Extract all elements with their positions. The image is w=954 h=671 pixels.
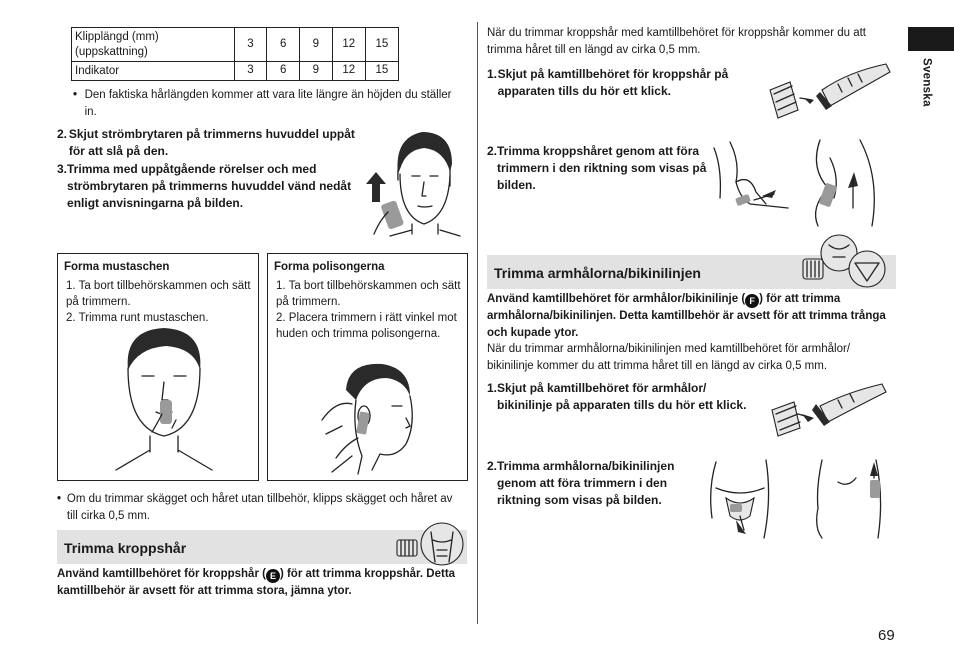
table-cell: 9 bbox=[300, 28, 333, 62]
attach-body-comb-illustration bbox=[768, 60, 892, 130]
table-cell: 12 bbox=[332, 62, 365, 81]
page-number: 69 bbox=[878, 627, 895, 644]
table-cell: 3 bbox=[234, 62, 267, 81]
body-length-note: När du trimmar kroppshår med kamtillbehöret för kroppshår kommer du att trimma håret till en längd av cirka 0,5 mm. bbox=[487, 27, 867, 56]
up-arrow-icon bbox=[366, 172, 386, 202]
step-3: 3. Trimma med uppåtgående rörelser och med strömbrytaren på trimmerns huvuddel vänd nedåt enligt anvisningarna på bilden. bbox=[57, 162, 352, 210]
mustache-step-2: 2. Trimma runt mustaschen. bbox=[66, 311, 209, 324]
table-cell: 9 bbox=[300, 62, 333, 81]
body-step-1: 1. Skjut på kamtillbehöret för kroppshår på apparaten tills du hör ett klick. bbox=[487, 67, 729, 98]
mustache-box-title: Forma mustaschen bbox=[64, 261, 170, 273]
mustache-box bbox=[57, 253, 259, 481]
section-underarm-bikini bbox=[487, 255, 896, 289]
underarm-comb-and-bikini-icon bbox=[799, 231, 891, 289]
sideburns-box-title: Forma polisongerna bbox=[274, 261, 385, 273]
section-body-hair bbox=[57, 530, 467, 564]
table-cell: 15 bbox=[365, 28, 398, 62]
attach-underarm-comb-illustration bbox=[768, 380, 888, 442]
face-trim-illustration bbox=[360, 124, 472, 240]
attachment-e-icon: E bbox=[266, 569, 280, 583]
table-header-label: Klipplängd (mm) (uppskattning) bbox=[72, 28, 235, 62]
table-cell: 6 bbox=[267, 28, 300, 62]
table-cell: 3 bbox=[234, 28, 267, 62]
comb-attachment-icon bbox=[803, 259, 823, 279]
underarm-intro: Använd kamtillbehöret för armhålor/bikinilinje ( F ) för att trimma armhålorna/bikinilinjen. Detta kamtillbehör är avsett för att trimma trånga och kupade ytor. bbox=[487, 293, 886, 339]
table-row bbox=[72, 62, 399, 81]
underarm-length-note: När du trimmar armhålorna/bikinilinjen med kamtillbehöret för armhålor/ bikinilinje kommer du att trimma håret till en längd av cirka 0,5 mm. bbox=[487, 343, 851, 372]
sideburns-step-2: 2. Placera trimmern i rätt vinkel mot huden och trimma polisongerna. bbox=[276, 311, 457, 340]
body-trim-direction-illustration bbox=[710, 138, 885, 228]
language-tab-label: Svenska bbox=[920, 58, 933, 107]
table-cell: 6 bbox=[267, 62, 300, 81]
table-row bbox=[72, 28, 399, 62]
no-attachment-note: • Om du trimmar skägget och håret utan tillbehör, klipps skägget och håret av till cirka 0,5 mm. bbox=[57, 493, 453, 522]
sideburns-step-1: 1. Ta bort tillbehörskammen och sätt på trimmern. bbox=[276, 279, 461, 308]
sideburns-trim-illustration bbox=[312, 360, 422, 478]
body-step-2: 2. Trimma kroppshåret genom att föra trimmern i den riktning som visas på bilden. bbox=[487, 144, 707, 192]
table-cell: 12 bbox=[332, 28, 365, 62]
body-hair-intro: Använd kamtillbehöret för kroppshår ( E ) för att trimma kroppshår. Detta kamtillbehör är avsett för att trimma stora, jämna ytor. bbox=[57, 568, 456, 597]
language-tab-marker bbox=[908, 27, 954, 51]
mustache-step-1: 1. Ta bort tillbehörskammen och sätt på trimmern. bbox=[66, 279, 251, 308]
attachment-f-icon: F bbox=[745, 294, 759, 308]
section-title: Trimma kroppshår bbox=[64, 540, 187, 556]
sideburns-box bbox=[267, 253, 468, 481]
column-divider bbox=[477, 22, 478, 624]
spec-table bbox=[71, 27, 399, 81]
underarm-step-2: 2. Trimma armhålorna/bikinilinjen genom att föra trimmern i den riktning som visas på bilden. bbox=[487, 459, 675, 507]
hair-length-note: • Den faktiska hårlängden kommer att vara lite längre än höjden du ställer in. bbox=[73, 89, 452, 118]
comb-attachment-icon bbox=[397, 540, 417, 556]
section-title: Trimma armhålorna/bikinilinjen bbox=[494, 265, 701, 281]
step-2: 2. Skjut strömbrytaren på trimmerns huvuddel uppåt för att slå på den. bbox=[57, 127, 355, 158]
torso-icon bbox=[421, 523, 463, 565]
body-comb-and-torso-icon bbox=[395, 522, 467, 566]
underarm-trim-direction-illustration bbox=[706, 458, 886, 540]
mustache-trim-illustration bbox=[114, 324, 214, 474]
table-row-label: Indikator bbox=[72, 62, 235, 81]
table-cell: 15 bbox=[365, 62, 398, 81]
underarm-step-1: 1. Skjut på kamtillbehöret för armhålor/ bikinilinje på apparaten tills du hör ett klick. bbox=[487, 381, 747, 412]
